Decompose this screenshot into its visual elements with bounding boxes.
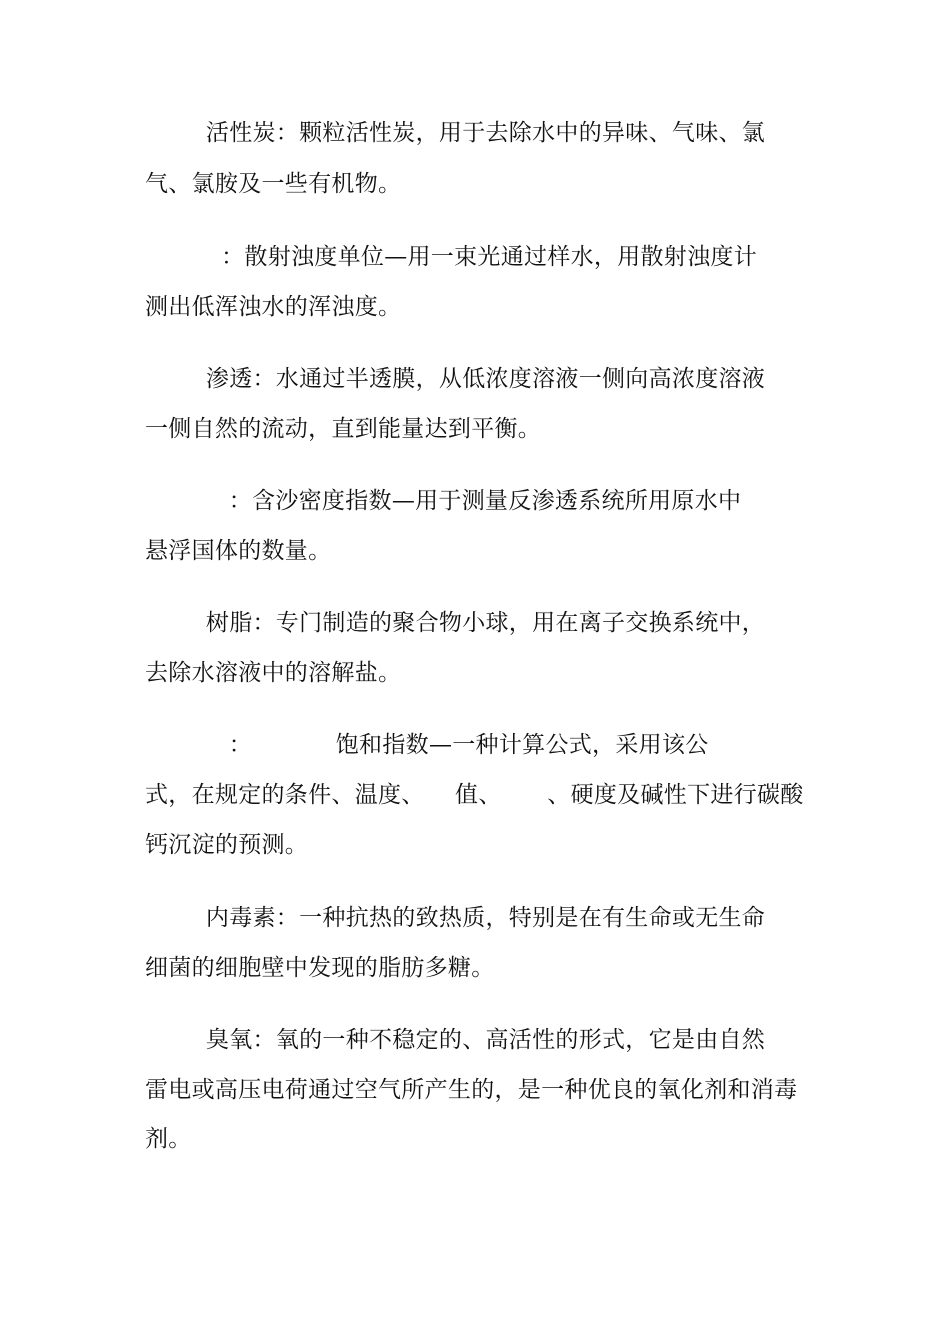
entry-resin-line-1: 树脂：专门制造的聚合物小球，用在离子交换系统中，: [145, 610, 766, 636]
entry-activated-carbon-line-2: 气、氯胺及一些有机物。: [145, 171, 402, 197]
entry-activated-carbon-line-1: 活性炭：颗粒活性炭，用于去除水中的异味、气味、氯: [145, 120, 766, 146]
entry-endotoxin-line-2: 细菌的细胞壁中发现的脂肪多糖。: [145, 955, 495, 981]
entry-lsi-line-1: ： 饱和指数—一种计算公式，采用该公: [145, 732, 709, 758]
entry-ntu-line-1: ：散射浊度单位—用一束光通过样水，用散射浊度计: [145, 244, 758, 270]
entry-resin-line-2: 去除水溶液中的溶解盐。: [145, 660, 402, 686]
entry-osmosis-line-1: 渗透：水通过半透膜，从低浓度溶液一侧向高浓度溶液: [145, 366, 766, 392]
entry-ntu-line-2: 测出低浑浊水的浑浊度。: [145, 294, 402, 320]
entry-osmosis-line-2: 一侧自然的流动，直到能量达到平衡。: [145, 416, 542, 442]
entry-lsi-line-2: 式，在规定的条件、温度、 值、 、硬度及碱性下进行碳酸: [145, 782, 804, 808]
entry-ozone-line-3: 剂。: [145, 1126, 192, 1152]
entry-sdi-line-2: 悬浮国体的数量。: [145, 538, 332, 564]
entry-lsi-line-3: 钙沉淀的预测。: [145, 832, 309, 858]
entry-ozone-line-1: 臭氧：氧的一种不稳定的、高活性的形式，它是由自然: [145, 1027, 766, 1053]
entry-endotoxin-line-1: 内毒素：一种抗热的致热质，特别是在有生命或无生命: [145, 905, 766, 931]
entry-ozone-line-2: 雷电或高压电荷通过空气所产生的，是一种优良的氧化剂和消毒: [145, 1077, 798, 1103]
entry-sdi-line-1: ：含沙密度指数—用于测量反渗透系统所用原水中: [145, 488, 742, 514]
